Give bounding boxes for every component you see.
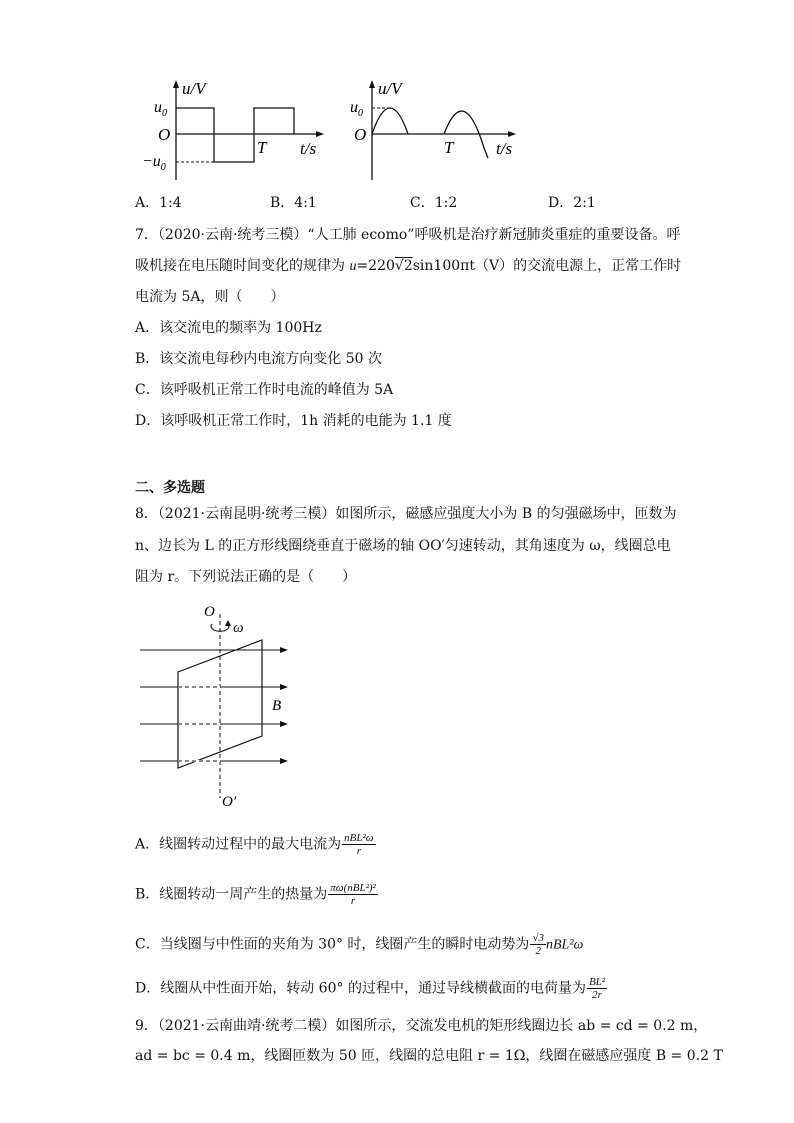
q7-option-b[interactable]: B．该交流电每秒内电流方向变化 50 次 [135, 351, 383, 367]
u0-label: u [154, 99, 162, 116]
u0-label: u [350, 99, 358, 116]
O-label: O [204, 604, 215, 620]
section-heading: 二、多选题 [135, 480, 205, 496]
q9-stem-line2: ad = bc = 0.4 m，线圈匝数为 50 匝，线圈的总电阻 r = 1Ω，线圈在磁感应强度 B = 0.2 T [135, 1048, 723, 1064]
ylabel: u/V [182, 79, 206, 98]
q9-stem-line1: 9．（2021·云南曲靖·统考二模）如图所示，交流发电机的矩形线圈边长 ab = cd = 0.2 m， [135, 1018, 708, 1034]
q8-option-d[interactable]: D．线圈从中性面开始，转动 60° 的过程中，通过导线横截面的电荷量为 $\frac{\text{BL²}}{2r}$ [135, 976, 606, 1001]
q6-option-c[interactable]: C．1:2 [410, 195, 458, 211]
q8-option-c[interactable]: C．当线圈与中性面的夹角为 30° 时，线圈产生的瞬时电动势为 $\frac{√3}{2}$ nBL²ω [135, 932, 584, 957]
q7-option-d[interactable]: D．该呼吸机正常工作时，1h 消耗的电能为 1.1 度 [135, 413, 452, 429]
svg-text:u0: $u_0$ [154, 99, 167, 119]
q7-stem-line1: 7．（2020·云南·统考三模）“人工肺 ecomo”呼吸机是治疗新冠肺炎重症的重要设备。呼 [135, 227, 681, 243]
q7-option-c[interactable]: C．该呼吸机正常工作时电流的峰值为 5A [135, 382, 394, 398]
q6-option-d[interactable]: D．2:1 [548, 195, 596, 211]
q7-option-a[interactable]: A．该交流电的频率为 100Hz [135, 320, 322, 336]
q8-stem-line1: 8．（2021·云南昆明·统考三模）如图所示，磁感应强度大小为 B 的匀强磁场中，匝数为 [135, 506, 677, 522]
q7-stem-line2: 吸机接在电压随时间变化的规律为 u=220√2sin100πt（V）的交流电源上，正常工作时 [135, 258, 682, 274]
sine-wave-graph [348, 78, 538, 186]
origin-label: O [354, 125, 367, 144]
xlabel: t/s [496, 139, 513, 158]
origin-label: O [158, 125, 171, 144]
neg-u0-label: −u [142, 153, 161, 170]
omega-label: ω [233, 620, 244, 636]
q8-option-b[interactable]: B．线圈转动一周产生的热量为 $\frac{\text{πω(nBL²)²}}{r}$ [135, 882, 376, 907]
q7-stem-line3: 电流为 5A，则（ ） [135, 289, 285, 305]
svg-text:−u0: $-u_0$ [142, 153, 166, 173]
xlabel: t/s [300, 139, 317, 158]
q8-stem-line2: n、边长为 L 的正方形线圈绕垂直于磁场的轴 OO′匀速转动，其角速度为 ω，线圈总电 [135, 538, 671, 554]
O-prime-label: O′ [222, 794, 237, 810]
q8-option-a[interactable]: A．线圈转动过程中的最大电流为 $\frac{\text{nBL²ω}}{r}$ [135, 832, 374, 857]
q8-stem-line3: 阻为 r。下列说法正确的是（ ） [135, 569, 357, 585]
ylabel: u/V [378, 79, 402, 98]
coil-figure [136, 600, 306, 812]
square-wave-graph [140, 78, 340, 186]
T-label: T [444, 138, 454, 157]
T-label: T [257, 138, 267, 157]
q6-option-a[interactable]: A．1:4 [135, 195, 182, 211]
svg-text:u0: $u_0$ [350, 99, 363, 119]
q6-option-b[interactable]: B．4:1 [270, 195, 317, 211]
B-label: B [272, 698, 282, 714]
